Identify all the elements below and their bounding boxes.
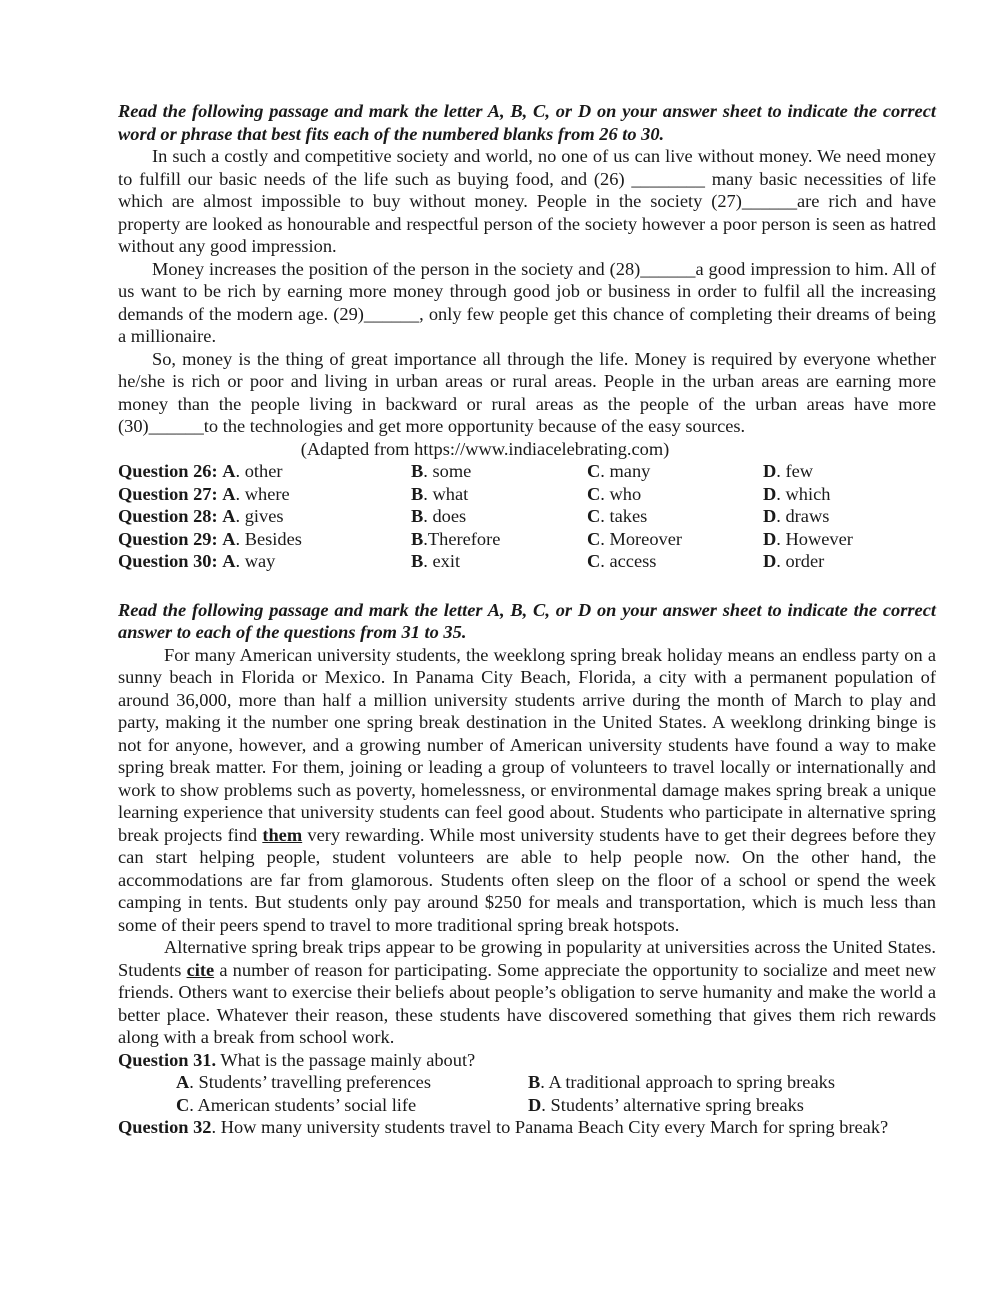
question-30-option-a[interactable]: Question 30: A. way <box>118 551 276 571</box>
question-26-option-b[interactable]: B. some <box>411 461 472 481</box>
question-31-option-d[interactable]: D. Students’ alternative spring breaks <box>528 1094 804 1115</box>
question-31-option-c[interactable]: C. American students’ social life <box>176 1094 417 1115</box>
question-30-option-c[interactable]: C. access <box>587 551 657 571</box>
question-29-option-d[interactable]: D. However <box>763 528 853 549</box>
question-29-option-c[interactable]: C. Moreover <box>587 528 682 549</box>
passage1-paragraph-3: So, money is the thing of great importance all through the life. Money is required by everyone whether he/she is rich or poor and living in urban areas or rural areas. People in the urban areas are earning more money than the people living in backward or rural areas as the people of the urban areas have more (30)______to the technologies and get more opportunity because of the easy sources. <box>118 348 936 436</box>
section2-instruction: Read the following passage and mark the letter A, B, C, or D on your answer sheet to indicate the correct answer to each of the questions from 31 to 35. <box>118 599 936 642</box>
question-31-option-a[interactable]: A. Students’ travelling preferences <box>176 1072 431 1092</box>
passage1-paragraph-2: Money increases the position of the person in the society and (28)______a good impression to him. All of us want to be rich by earning more money through good job or business in order to fulfil all the increasing demands of the modern age. (29)______, only few people get this chance of completing their dreams of being a millionaire. <box>118 258 936 346</box>
question-31-stem: Question 31. What is the passage mainly about? <box>118 1049 476 1070</box>
section1-instruction: Read the following passage and mark the letter A, B, C, or D on your answer sheet to indicate the correct word or phrase that best fits each of the numbered blanks from 26 to 30. <box>118 101 936 144</box>
question-28-option-b[interactable]: B. does <box>411 506 467 526</box>
worksheet-page <box>118 100 936 1139</box>
question-32-stem: Question 32. How many university students travel to Panama Beach City every March for spring break? <box>118 1117 889 1137</box>
passage1-source: (Adapted from https://www.indiacelebrating.com) <box>300 438 670 459</box>
question-27-option-c[interactable]: C. who <box>587 483 642 504</box>
question-30-option-b[interactable]: B. exit <box>411 551 461 571</box>
question-31-options <box>118 1071 936 1116</box>
question-31-option-b[interactable]: B. A traditional approach to spring breaks <box>528 1072 835 1092</box>
passage2-paragraph-2: Alternative spring break trips appear to be growing in popularity at universities across the United States. Students cite a number of reason for participating. Some appreciate the opportunity to socialize and meet new friends. Others want to exercise their beliefs about people’s obligation to serve humanity and make the world a better place. Whatever their reason, these students have discovered something that gives them rich rewards along with a break from school work. <box>118 937 937 1047</box>
question-26-option-c[interactable]: C. many <box>587 461 651 481</box>
section-spacer <box>118 573 936 599</box>
passage1-paragraph-1: In such a costly and competitive society and world, no one of us can live without money. We need money to fulfill our basic needs of the life such as buying food, and (26) ________ many basic necessities of life which are almost impossible to buy without money. People in the society (27)______are rich and have property are looked as honourable and respectful person of the society however a poor person is seen as hatred without any good impression. <box>118 146 936 256</box>
question-27-option-a[interactable]: Question 27: A. where <box>118 483 290 504</box>
question-29-option-b[interactable]: B.Therefore <box>411 528 501 549</box>
question-26-option-a[interactable]: Question 26: A. other <box>118 461 283 481</box>
passage2-paragraph-1: For many American university students, the weeklong spring break holiday means an endless party on a sunny beach in Florida or Mexico. In Panama City Beach, Florida, a city with a permanent population of around 36,000, more than half a million university students arrive during the month of March to play and party, making it the number one spring break destination in the United States. A weeklong drinking binge is not for anyone, however, and a growing number of American university students have found a way to make spring break matter. For them, joining or leading a group of volunteers to travel locally or internationally and work to show problems such as poverty, homelessness, or environmental damage makes spring break a unique learning experience that university students can feel good about. Students who participate in alternative spring break projects find them very rewarding. While most university students have to get their degrees before they can start helping people, student volunteers are able to help people now. On the other hand, the accommodations are far from glamorous. Students often sleep on the floor of a school or spend the week camping in tents. But students only pay around $250 for meals and transportation, which is much less than some of their peers spend to travel to more traditional spring break hotspots. <box>118 644 936 935</box>
question-29-option-a[interactable]: Question 29: A. Besides <box>118 528 302 549</box>
question-27-option-d[interactable]: D. which <box>763 483 831 504</box>
question-28-option-d[interactable]: D. draws <box>763 506 830 526</box>
question-28-option-a[interactable]: Question 28: A. gives <box>118 506 284 526</box>
underlined-word-cite: cite <box>186 959 215 980</box>
underlined-word-them: them <box>262 824 303 845</box>
question-26-option-d[interactable]: D. few <box>763 461 814 481</box>
question-27-option-b[interactable]: B. what <box>411 483 469 504</box>
cloze-questions <box>118 460 936 573</box>
question-28-option-c[interactable]: C. takes <box>587 506 648 526</box>
question-30-option-d[interactable]: D. order <box>763 551 825 571</box>
